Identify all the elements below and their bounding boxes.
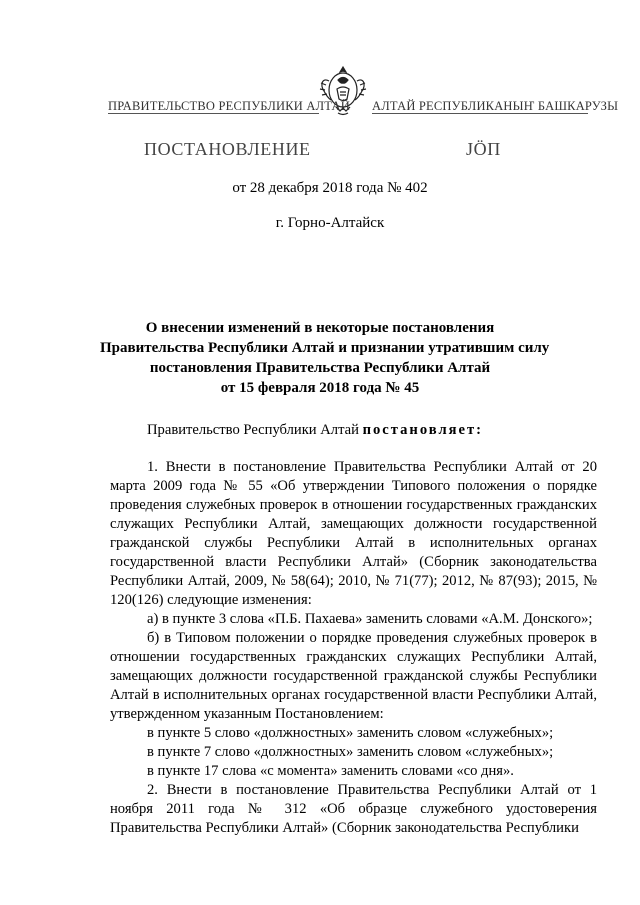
org-name-altai: АЛТАЙ РЕСПУБЛИКАНЫҤ БАШКАРУЗЫ <box>372 99 619 113</box>
enacting-clause-verb: постановляет: <box>362 422 484 438</box>
decree-title <box>100 318 550 398</box>
decree-date-number: от 28 декабря 2018 года № 402 <box>232 180 428 196</box>
amendment-line: в пункте 5 слово «должностных» заменить словом «служебных»; <box>147 725 554 741</box>
paragraph-subitem-a: а) в пункте 3 слова «П.Б. Пахаева» заменить словами «А.М. Донского»; <box>147 611 593 627</box>
header-underline-right <box>372 113 588 114</box>
amendment-line: в пункте 17 слова «с момента» заменить словами «со дня». <box>147 763 514 779</box>
title-line: постановления Правительства Республики Алтай <box>149 360 491 376</box>
doc-type-altai: ЈӦП <box>466 139 501 159</box>
paragraph-subitem-b: б) в Типовом положении о порядке проведения служебных проверок в отношении государственных гражданских служащих Республики Алтай, замещающих должности государственной гражданской службы Республики Алтай в исполнительных органах государственной власти Республики Алтай, утвержденном указанным Постановлением: <box>110 630 597 722</box>
paragraph-item-1: 1. Внести в постановление Правительства Республики Алтай от 20 марта 2009 года № 55 «Об утверждении Типового положения о порядке проведения служебных проверок в отношении государственных гражданских служащих Республики Алтай, замещающих должности государственной гражданской службы Республики Алтай в исполнительных органах государственной власти Республики Алтай» (Сборник законодательства Республики Алтай, 2009, № 58(64); 2010, № 71(77); 2012, № 87(93); 2015, № 120(126) следующие изменения: <box>110 459 597 608</box>
doc-type-russian: ПОСТАНОВЛЕНИЕ <box>144 139 311 159</box>
org-name-russian: ПРАВИТЕЛЬСТВО РЕСПУБЛИКИ АЛТАЙ <box>108 99 350 113</box>
decree-city: г. Горно-Алтайск <box>275 215 385 231</box>
amendment-line: в пункте 7 слово «должностных» заменить словом «служебных»; <box>147 744 554 760</box>
header-underline-left <box>108 113 319 114</box>
title-line: О внесении изменений в некоторые постановления <box>145 320 495 336</box>
enacting-clause-subject: Правительство Республики Алтай <box>147 422 359 438</box>
title-line: от 15 февраля 2018 года № 45 <box>220 380 420 396</box>
decree-body <box>110 421 597 838</box>
enacting-clause <box>110 421 597 440</box>
paragraph-item-2: 2. Внести в постановление Правительства Республики Алтай от 1 ноября 2011 года № 312 «Об образце служебного удостоверения Правительства Республики Алтай» (Сборник законодательства Республики <box>110 782 597 836</box>
title-line: Правительства Республики Алтай и признании утратившим силу <box>100 340 550 356</box>
